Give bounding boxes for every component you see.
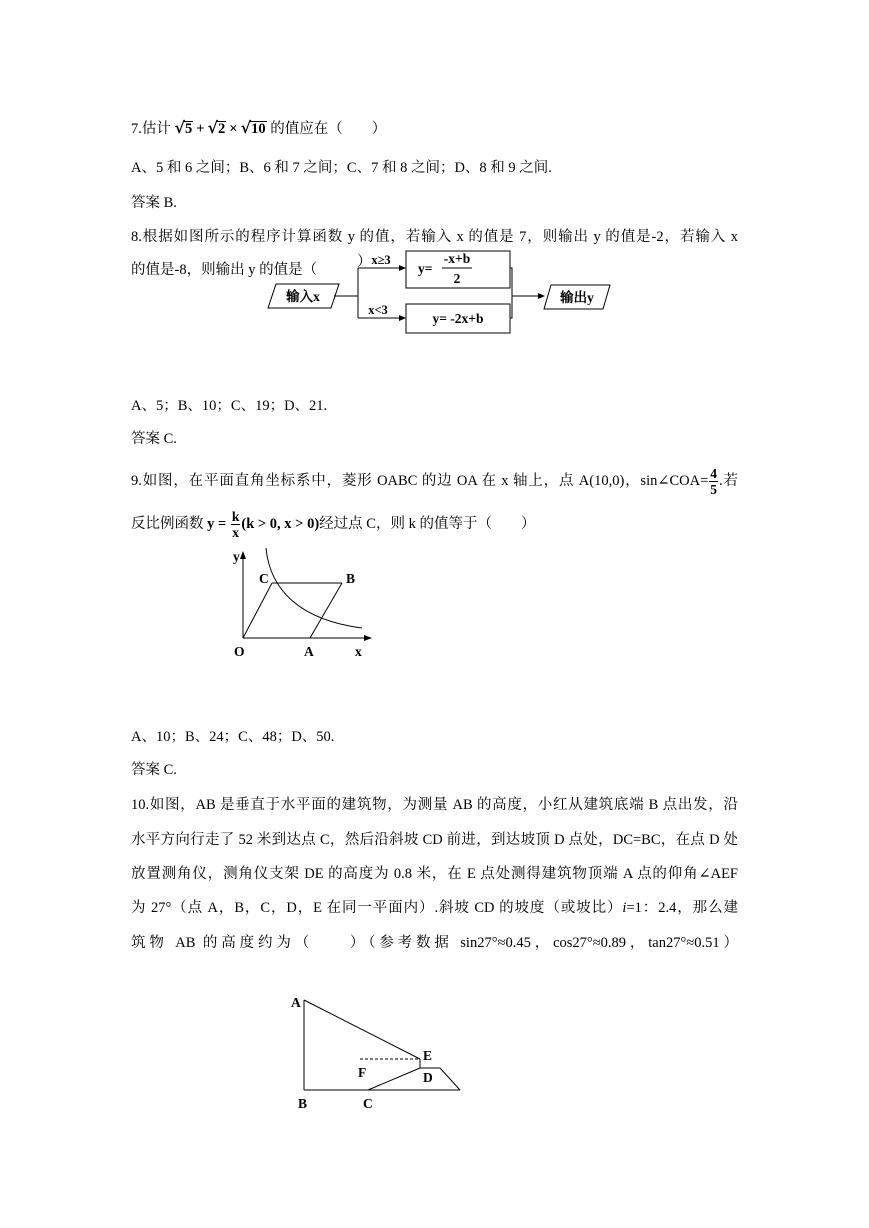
point-d-label: D: [423, 1070, 433, 1085]
slope-back: [440, 1068, 460, 1090]
q10-stem-line-4-prefix: 为 27°（点 A，B，C，D，E 在同一平面内）.斜坡 CD 的坡度（或坡比）: [131, 900, 623, 916]
q8-answer: 答案 C.: [131, 431, 177, 447]
branch-top-condition: x≥3: [371, 253, 391, 267]
radical-sign: √: [207, 118, 219, 137]
function-condition: (k > 0, x > 0): [241, 516, 320, 532]
rhombus-side-oc: [243, 583, 272, 638]
arrow-head-icon: [240, 551, 246, 559]
q10-stem-line-1: 10.如图，AB 是垂直于水平面的建筑物，为测量 AB 的高度，小红从建筑底端 B 点出发，沿: [131, 797, 738, 813]
q9-stem-line-2-prefix: 反比例函数: [131, 516, 204, 532]
q9-stem-line-1: [131, 466, 738, 496]
fraction-denominator: x: [232, 525, 240, 541]
q10-stem-line-2: 水平方向行走了 52 米到达点 C，然后沿斜坡 CD 前进，到达坡顶 D 点处，DC=BC，在点 D 处: [131, 832, 738, 848]
q8-stem-line-2: 的值是-8，则输出 y 的值是（: [131, 262, 318, 278]
q9-coordinate-figure: [225, 540, 380, 665]
function-fraction: [231, 510, 241, 539]
arrow-head-icon: [399, 315, 406, 321]
q9-stem-line-2-suffix: 经过点 C，则 k 的值等于（ ）: [319, 516, 536, 532]
q10-stem-line-5: 筑物 AB 的高度约为（ ）（参考数据 sin27°≈0.45，cos27°≈0.89，tan27°≈0.51）: [131, 935, 738, 951]
arrow-head-icon: [538, 293, 545, 299]
q7-options: A、5 和 6 之间；B、6 和 7 之间；C、7 和 8 之间；D、8 和 9 之间.: [131, 160, 552, 176]
q7-stem-suffix: 的值应在（ ）: [270, 121, 387, 137]
y-axis-label: y: [233, 549, 240, 564]
output-label: 输出y: [560, 290, 594, 305]
point-c-label: C: [259, 571, 269, 586]
point-b-label: B: [346, 571, 356, 586]
q9-stem-line-1-prefix: 9.如图，在平面直角坐标系中，菱形 OABC 的边 OA 在 x 轴上，点 A(10,0)，sin∠COA=: [131, 473, 709, 489]
rhombus-side-ba: [310, 583, 342, 638]
point-a-label: A: [304, 644, 314, 659]
radicand: 5: [185, 121, 193, 137]
fraction-numerator: 4: [710, 466, 718, 482]
origin-label: O: [234, 644, 245, 659]
fraction-denominator: 5: [710, 482, 718, 498]
q7-stem-prefix: 7.估计: [131, 121, 171, 137]
slope-ratio-variable: i: [622, 900, 627, 916]
radical-sign: √: [174, 118, 186, 137]
q9-answer: 答案 C.: [131, 762, 177, 778]
q7-answer: 答案 B.: [131, 195, 177, 211]
sqrt-term: [241, 118, 267, 139]
q7-expression: [174, 118, 267, 137]
q8-options: A、5；B、10；C、19；D、21.: [131, 398, 328, 414]
q9-options: A、10；B、24；C、48；D、50.: [131, 729, 335, 745]
radicand: 2: [218, 121, 226, 137]
point-b-label: B: [298, 1096, 308, 1111]
function-lhs: y =: [207, 516, 227, 532]
fraction-numerator: k: [231, 509, 240, 525]
formula-top-denominator: 2: [453, 271, 461, 286]
q8-flowchart: [255, 240, 620, 340]
operator-times: ×: [229, 121, 238, 137]
operator-plus: +: [196, 121, 205, 137]
q7-stem: [131, 118, 386, 138]
sqrt-term: [175, 118, 194, 139]
sight-line-ae: [304, 1000, 420, 1059]
formula-top-lhs: y=: [418, 261, 433, 276]
x-axis-label: x: [355, 644, 362, 659]
point-c-label: C: [363, 1096, 373, 1111]
arrow-head-icon: [399, 265, 406, 271]
branch-bottom-condition: x<3: [368, 303, 388, 317]
q10-stem-line-3: 放置测角仪，测角仪支架 DE 的高度为 0.8 米，在 E 点处测得建筑物顶端 A 点的仰角∠AEF: [131, 866, 738, 882]
radicand: 10: [251, 121, 266, 137]
point-a-label: A: [291, 995, 301, 1010]
q10-stem-line-4-suffix: =1：2.4，那么建: [626, 900, 738, 916]
q8-paren-close: ）: [357, 254, 372, 270]
q10-building-figure: [285, 990, 470, 1115]
radical-sign: √: [240, 118, 252, 137]
slope-cd: [368, 1068, 420, 1090]
formula-top-numerator: -x+b: [443, 251, 471, 266]
q10-stem-line-4: [131, 898, 738, 918]
inverse-function-formula: [207, 509, 320, 541]
input-label: 输入x: [286, 289, 320, 304]
point-f-label: F: [358, 1065, 367, 1080]
q8-stem-line-1: 8.根据如图所示的程序计算函数 y 的值，若输入 x 的值是 7，则输出 y 的值是-2，若输入 x: [131, 229, 738, 245]
sqrt-term: [208, 118, 227, 139]
sin-fraction: [709, 467, 718, 496]
point-e-label: E: [423, 1048, 433, 1063]
q9-stem-line-1-suffix: .若: [719, 473, 738, 489]
arrow-head-icon: [364, 635, 372, 641]
formula-bottom: y= -2x+b: [432, 311, 484, 326]
hyperbola-curve: [266, 548, 362, 628]
q9-stem-line-2: [131, 509, 535, 539]
